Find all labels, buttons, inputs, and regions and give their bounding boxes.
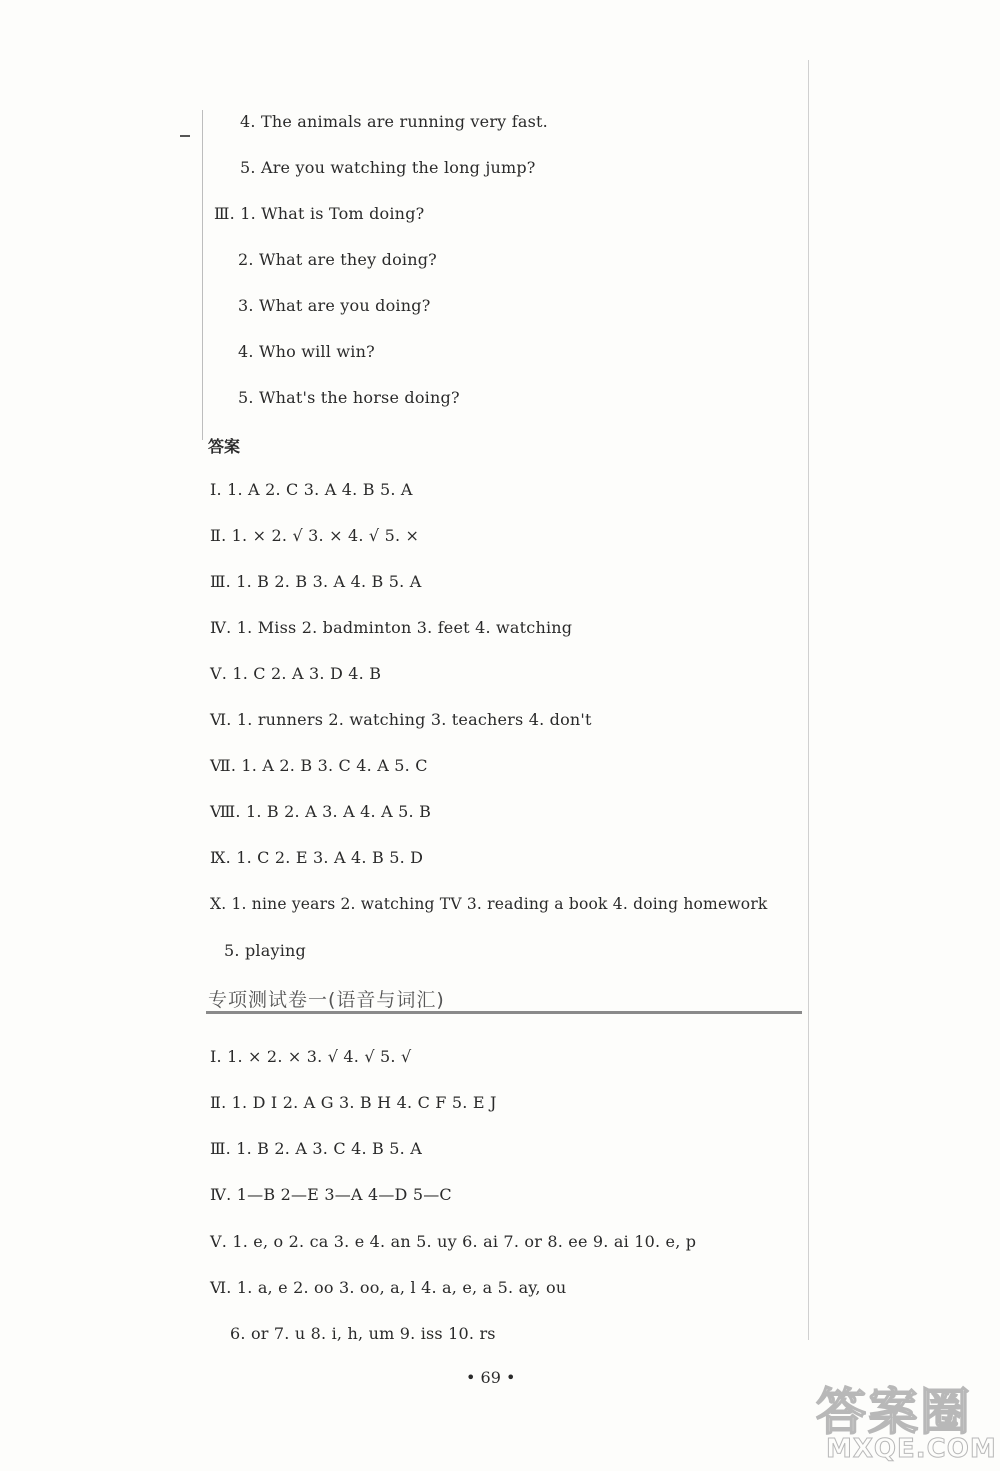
answer-line: Ⅵ. 1. runners 2. watching 3. teachers 4. don't <box>210 710 592 729</box>
answer-line: 6. or 7. u 8. i, h, um 9. iss 10. rs <box>230 1324 496 1343</box>
answer-line: Ⅴ. 1. C 2. A 3. D 4. B <box>210 664 382 683</box>
question-line: 3. What are you doing? <box>238 296 431 315</box>
watermark-url: MXQE.COM <box>826 1434 997 1464</box>
question-line: 5. What's the horse doing? <box>238 388 460 407</box>
question-line: Ⅲ. 1. What is Tom doing? <box>214 204 425 223</box>
answers-heading: 答案 <box>208 437 241 456</box>
answer-line: Ⅱ. 1. × 2. √ 3. × 4. √ 5. × <box>210 526 420 545</box>
answer-line: Ⅳ. 1. Miss 2. badminton 3. feet 4. watching <box>210 618 573 637</box>
page-number: • 69 • <box>466 1368 516 1387</box>
answer-line: Ⅰ. 1. × 2. × 3. √ 4. √ 5. √ <box>210 1047 412 1066</box>
right-margin-rule <box>808 60 809 1340</box>
answer-line: Ⅳ. 1—B 2—E 3—A 4—D 5—C <box>210 1185 452 1204</box>
question-line: 4. Who will win? <box>238 342 375 361</box>
answer-line: 5. playing <box>224 941 306 960</box>
answer-line: Ⅱ. 1. D I 2. A G 3. B H 4. C F 5. E J <box>210 1093 497 1112</box>
answer-line: Ⅷ. 1. B 2. A 3. A 4. A 5. B <box>210 802 432 821</box>
question-line: 4. The animals are running very fast. <box>240 112 548 131</box>
question-line: 2. What are they doing? <box>238 250 437 269</box>
answer-line: Ⅸ. 1. C 2. E 3. A 4. B 5. D <box>210 848 424 867</box>
answer-line: Ⅲ. 1. B 2. B 3. A 4. B 5. A <box>210 572 422 591</box>
margin-mark <box>180 135 190 137</box>
answer-line: Ⅲ. 1. B 2. A 3. C 4. B 5. A <box>210 1139 422 1158</box>
answer-line: Ⅴ. 1. e, o 2. ca 3. e 4. an 5. uy 6. ai 7. or 8. ee 9. ai 10. e, p <box>210 1232 697 1251</box>
watermark-glyphs: 答案圈 <box>816 1383 972 1441</box>
section-rule <box>206 1011 802 1014</box>
question-line: 5. Are you watching the long jump? <box>240 158 536 177</box>
answer-line: Ⅶ. 1. A 2. B 3. C 4. A 5. C <box>210 756 428 775</box>
left-margin-rule <box>202 110 203 440</box>
section-title: 专项测试卷一(语音与词汇) <box>208 989 445 1011</box>
watermark-logo <box>812 1378 998 1468</box>
answer-line: Ⅵ. 1. a, e 2. oo 3. oo, a, l 4. a, e, a 5. ay, ou <box>210 1278 567 1297</box>
answer-line: Ⅹ. 1. nine years 2. watching TV 3. reading a book 4. doing homework <box>210 895 768 913</box>
answer-line: Ⅰ. 1. A 2. C 3. A 4. B 5. A <box>210 480 413 499</box>
